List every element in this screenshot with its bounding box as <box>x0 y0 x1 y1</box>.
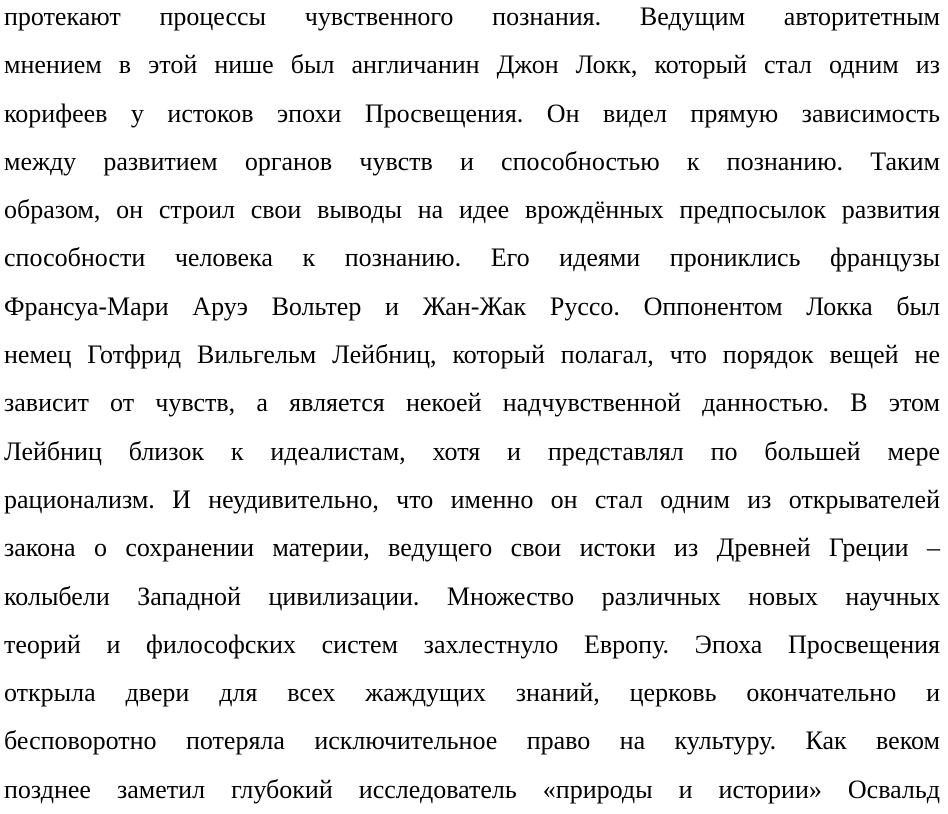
text-line: зависит от чувств, а является некоей надчувственной данностью. В этом <box>4 388 940 418</box>
text-line: теорий и философских систем захлестнуло Европу. Эпоха Просвещения <box>4 629 940 659</box>
text-line: способности человека к познанию. Его идеями прониклись французы <box>4 243 940 273</box>
text-line: бесповоротно потеряла исключительное право на культуру. Как веком <box>4 726 940 756</box>
text-line: закона о сохранении материи, ведущего свои истоки из Древней Греции – <box>4 533 940 563</box>
text-line: позднее заметил глубокий исследователь «природы и истории» Освальд <box>4 774 940 804</box>
document-page <box>4 0 940 814</box>
text-line: колыбели Западной цивилизации. Множество различных новых научных <box>4 581 940 611</box>
text-line: Франсуа-Мари Аруэ Вольтер и Жан-Жак Руссо. Оппонентом Локка был <box>4 291 940 321</box>
text-line: открыла двери для всех жаждущих знаний, церковь окончательно и <box>4 678 940 708</box>
text-line: образом, он строил свои выводы на идее врождённых предпосылок развития <box>4 195 940 225</box>
text-line: рационализм. И неудивительно, что именно он стал одним из открывателей <box>4 484 940 514</box>
text-line: протекают процессы чувственного познания. Ведущим авторитетным <box>4 2 940 31</box>
text-line: мнением в этой нише был англичанин Джон Локк, который стал одним из <box>4 50 940 80</box>
text-line: Лейбниц близок к идеалистам, хотя и представлял по большей мере <box>4 436 940 466</box>
text-line: немец Готфрид Вильгельм Лейбниц, который полагал, что порядок вещей не <box>4 340 940 370</box>
text-line: между развитием органов чувств и способностью к познанию. Таким <box>4 146 940 176</box>
text-line: корифеев у истоков эпохи Просвещения. Он видел прямую зависимость <box>4 98 940 128</box>
